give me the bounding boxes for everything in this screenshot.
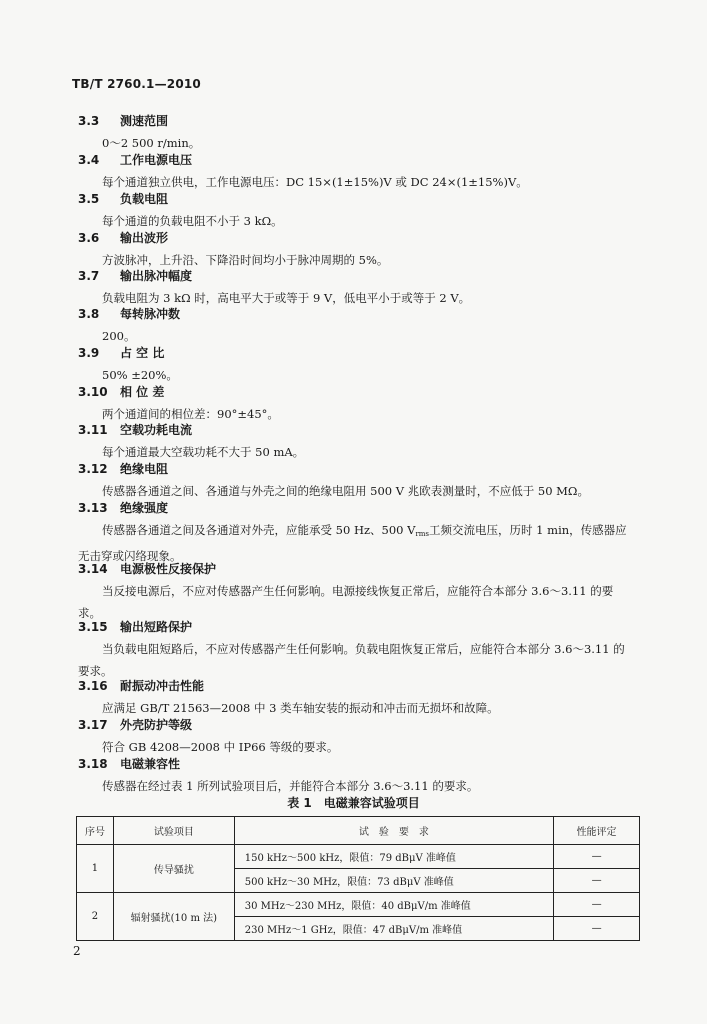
section-body: 50% ±20%。 (102, 368, 178, 382)
section-3-3 (78, 110, 638, 154)
section-number: 3.4 (78, 153, 100, 167)
section-number: 3.8 (78, 307, 100, 321)
section-number: 3.13 (78, 501, 108, 515)
section-title: 绝缘强度 (120, 501, 169, 515)
section-title: 测速范围 (120, 114, 169, 128)
section-title: 工作电源电压 (120, 153, 193, 167)
section-3-11 (78, 419, 638, 463)
section-body: 每个通道最大空载功耗不大于 50 mA。 (102, 445, 305, 459)
section-number: 3.10 (78, 385, 108, 399)
section-3-13 (78, 497, 638, 567)
section-title: 相 位 差 (120, 385, 165, 399)
section-number: 3.17 (78, 718, 108, 732)
section-3-15 (78, 616, 638, 682)
cell-evaluation: — (554, 845, 640, 869)
section-3-9 (78, 342, 638, 386)
section-number: 3.12 (78, 462, 108, 476)
section-title: 电源极性反接保护 (120, 562, 217, 576)
section-title: 输出脉冲幅度 (120, 269, 193, 283)
section-number: 3.11 (78, 423, 108, 437)
section-title: 输出波形 (120, 231, 169, 245)
cell-no: 2 (77, 893, 114, 941)
section-3-4 (78, 149, 638, 193)
cell-item: 辐射骚扰(10 m 法) (113, 893, 234, 941)
section-3-12 (78, 458, 638, 502)
section-3-8 (78, 303, 638, 347)
cell-evaluation: — (554, 893, 640, 917)
cell-requirement: 30 MHz～230 MHz，限值：40 dBμV/m 准峰值 (234, 893, 553, 917)
section-body: 方波脉冲，上升沿、下降沿时间均小于脉冲周期的 5%。 (102, 253, 389, 267)
header-no: 序号 (77, 817, 114, 845)
section-title: 耐振动冲击性能 (120, 679, 205, 693)
section-title: 每转脉冲数 (120, 307, 181, 321)
cell-evaluation: — (554, 917, 640, 941)
cell-no: 1 (77, 845, 114, 893)
section-number: 3.9 (78, 346, 100, 360)
section-number: 3.16 (78, 679, 108, 693)
section-3-5 (78, 188, 638, 232)
header-item: 试验项目 (113, 817, 234, 845)
cell-requirement: 150 kHz～500 kHz，限值：79 dBμV 准峰值 (234, 845, 553, 869)
section-body: 当反接电源后，不应对传感器产生任何影响。电源接线恢复正常后，应能符合本部分 3.6～3.11 的要求。 (78, 584, 614, 620)
section-number: 3.15 (78, 620, 108, 634)
section-body: 200。 (102, 329, 136, 343)
cell-requirement: 500 kHz～30 MHz，限值：73 dBμV 准峰值 (234, 869, 553, 893)
section-body: 两个通道间的相位差：90°±45°。 (102, 407, 279, 421)
section-body: 负载电阻为 3 kΩ 时，高电平大于或等于 9 V，低电平小于或等于 2 V。 (102, 291, 471, 305)
emc-test-table (76, 816, 640, 941)
subscript: rms (415, 530, 430, 538)
section-title: 绝缘电阻 (120, 462, 169, 476)
header-requirement: 试 验 要 求 (234, 817, 553, 845)
section-title: 占 空 比 (120, 346, 165, 360)
section-number: 3.14 (78, 562, 108, 576)
section-number: 3.3 (78, 114, 100, 128)
table-title: 表 1 电磁兼容试验项目 (287, 796, 420, 810)
section-number: 3.7 (78, 269, 100, 283)
section-body: 0～2 500 r/min。 (102, 136, 201, 150)
section-3-17 (78, 714, 638, 758)
section-number: 3.5 (78, 192, 100, 206)
section-body: 传感器各通道之间、各通道与外壳之间的绝缘电阻用 500 V 兆欧表测量时，不应低于 50 MΩ。 (102, 484, 589, 498)
section-3-16 (78, 675, 638, 719)
section-body: 传感器在经过表 1 所列试验项目后，并能符合本部分 3.6～3.11 的要求。 (102, 779, 479, 793)
body-text: 工频交流电压，历时 1 min，传感器应无击穿或闪络现象。 (78, 523, 627, 563)
section-body: 符合 GB 4208—2008 中 IP66 等级的要求。 (102, 740, 339, 754)
section-3-14 (78, 558, 638, 624)
section-title: 输出短路保护 (120, 620, 193, 634)
section-number: 3.18 (78, 757, 108, 771)
section-3-18 (78, 753, 638, 797)
body-text: 传感器各通道之间及各通道对外壳，应能承受 50 Hz、500 V (102, 523, 416, 537)
section-title: 电磁兼容性 (120, 757, 181, 771)
table-row (77, 893, 640, 917)
header-evaluation: 性能评定 (554, 817, 640, 845)
table-row (77, 845, 640, 869)
cell-item: 传导骚扰 (113, 845, 234, 893)
section-title: 负载电阻 (120, 192, 169, 206)
section-title: 外壳防护等级 (120, 718, 193, 732)
section-body: 每个通道独立供电，工作电源电压：DC 15×(1±15%)V 或 DC 24×(1±15%)V。 (102, 175, 528, 189)
cell-requirement: 230 MHz～1 GHz，限值：47 dBμV/m 准峰值 (234, 917, 553, 941)
page-number: 2 (73, 944, 81, 958)
section-number: 3.6 (78, 231, 100, 245)
section-body: 每个通道的负载电阻不小于 3 kΩ。 (102, 214, 283, 228)
section-body: 当负载电阻短路后，不应对传感器产生任何影响。负载电阻恢复正常后，应能符合本部分 3.6～3.11 的要求。 (78, 642, 625, 678)
section-title: 空载功耗电流 (120, 423, 193, 437)
section-body: 应满足 GB/T 21563—2008 中 3 类车轴安装的振动和冲击而无损坏和故障。 (102, 701, 499, 715)
table-header-row (77, 817, 640, 845)
cell-evaluation: — (554, 869, 640, 893)
standard-header: TB/T 2760.1—2010 (72, 77, 201, 91)
